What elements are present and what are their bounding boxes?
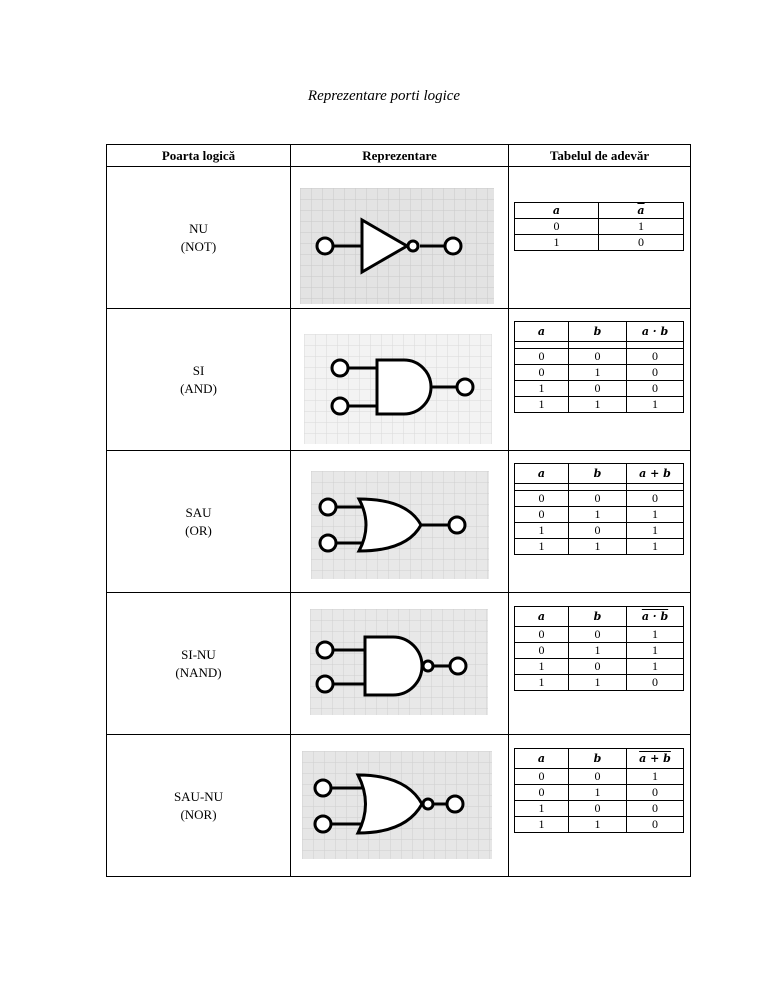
page-title: Reprezentare porti logice — [307, 88, 461, 104]
or-gate-icon — [311, 471, 489, 579]
tt-cell: 1 — [515, 397, 569, 413]
tt-cell: 1 — [627, 523, 684, 539]
table-row — [107, 593, 691, 735]
tt-row — [515, 785, 684, 801]
tt-header-b: b — [569, 749, 627, 769]
tt-cell: 0 — [627, 801, 684, 817]
tt-cell: 1 — [569, 817, 627, 833]
representation-cell — [291, 309, 509, 451]
table-row — [107, 735, 691, 877]
tt-cell: 0 — [627, 491, 684, 507]
tt-header-a: a — [515, 749, 569, 769]
tt-cell: 0 — [627, 817, 684, 833]
tt-cell: 0 — [627, 365, 684, 381]
tt-cell: 1 — [627, 397, 684, 413]
tt-cell: 0 — [515, 491, 569, 507]
tt-cell: 0 — [515, 219, 599, 235]
gate-alias: (NOR) — [180, 806, 217, 822]
tt-cell: 0 — [515, 507, 569, 523]
tt-header-result: a + b — [627, 749, 684, 769]
table-row — [107, 309, 691, 451]
tt-cell: 0 — [627, 675, 684, 691]
truth-table-cell — [509, 309, 691, 451]
tt-row — [515, 659, 684, 675]
header-truth-table: Tabelul de adevăr — [509, 145, 691, 167]
gate-alias: (NAND) — [175, 664, 222, 680]
header-representation: Reprezentare — [291, 145, 509, 167]
tt-row — [515, 801, 684, 817]
tt-cell: 1 — [569, 539, 627, 555]
tt-cell: 1 — [599, 219, 684, 235]
tt-cell: 1 — [515, 801, 569, 817]
tt-cell: 1 — [569, 643, 627, 659]
gate-name-cell — [107, 309, 291, 451]
tt-cell: 1 — [569, 675, 627, 691]
tt-cell: 1 — [569, 397, 627, 413]
tt-row — [515, 365, 684, 381]
tt-cell: 0 — [569, 801, 627, 817]
tt-row — [515, 349, 684, 365]
tt-cell: 1 — [515, 539, 569, 555]
truth-table-cell — [509, 593, 691, 735]
tt-row — [515, 675, 684, 691]
tt-header-a: a — [515, 322, 569, 342]
tt-cell: 0 — [569, 769, 627, 785]
gate-name-cell — [107, 593, 291, 735]
tt-cell: 1 — [515, 523, 569, 539]
tt-row — [515, 219, 684, 235]
header-row — [107, 145, 691, 167]
tt-cell: 1 — [569, 507, 627, 523]
gate-name-cell — [107, 451, 291, 593]
tt-cell: 1 — [515, 675, 569, 691]
tt-header-result: a + b — [627, 464, 684, 484]
header-gate: Poarta logică — [107, 145, 291, 167]
truth-table-nor — [514, 748, 684, 833]
representation-cell — [291, 167, 509, 309]
tt-cell: 1 — [627, 507, 684, 523]
gate-name-cell — [107, 167, 291, 309]
tt-cell: 0 — [569, 523, 627, 539]
tt-header-not-a: $\overline{a}$ — [599, 203, 684, 219]
tt-row — [515, 507, 684, 523]
gate-alias: (OR) — [185, 522, 212, 538]
gate-alias: (AND) — [180, 380, 217, 396]
representation-cell — [291, 451, 509, 593]
tt-row — [515, 381, 684, 397]
tt-row — [515, 627, 684, 643]
truth-table-nand — [514, 606, 684, 691]
tt-cell: 1 — [515, 381, 569, 397]
table-row — [107, 167, 691, 309]
tt-row — [515, 817, 684, 833]
gate-name-cell — [107, 735, 291, 877]
gate-name: NU — [189, 220, 208, 236]
tt-cell: 0 — [515, 365, 569, 381]
gate-alias: (NOT) — [180, 238, 217, 254]
tt-cell: 1 — [515, 659, 569, 675]
tt-cell: 0 — [627, 349, 684, 365]
table-row — [107, 451, 691, 593]
gate-name: SAU-NU — [173, 788, 224, 804]
tt-cell: 1 — [627, 659, 684, 675]
tt-header-a: a — [515, 203, 599, 219]
tt-cell: 0 — [515, 627, 569, 643]
tt-row — [515, 769, 684, 785]
tt-row — [515, 539, 684, 555]
tt-cell: 0 — [569, 349, 627, 365]
tt-row — [515, 235, 684, 251]
truth-table-and — [514, 321, 684, 413]
gate-name: SI-NU — [181, 646, 216, 662]
tt-cell: 0 — [599, 235, 684, 251]
tt-cell: 0 — [515, 349, 569, 365]
tt-cell: 0 — [515, 643, 569, 659]
tt-cell: 1 — [569, 365, 627, 381]
tt-cell: 1 — [627, 643, 684, 659]
tt-header-b: b — [569, 322, 627, 342]
tt-cell: 1 — [569, 785, 627, 801]
truth-table-cell — [509, 167, 691, 309]
tt-header-b: b — [569, 607, 627, 627]
tt-cell: 0 — [515, 769, 569, 785]
tt-header-result: a · b — [627, 322, 684, 342]
tt-header-result: a · b — [627, 607, 684, 627]
tt-cell: 0 — [569, 659, 627, 675]
representation-cell — [291, 735, 509, 877]
truth-table-not — [514, 202, 684, 251]
tt-cell: 0 — [627, 785, 684, 801]
tt-cell: 0 — [515, 785, 569, 801]
tt-cell: 0 — [569, 381, 627, 397]
tt-row — [515, 643, 684, 659]
tt-cell: 0 — [569, 491, 627, 507]
tt-cell: 1 — [515, 817, 569, 833]
truth-table-cell — [509, 735, 691, 877]
nor-gate-icon — [302, 751, 492, 859]
tt-row — [515, 491, 684, 507]
tt-header-b: b — [569, 464, 627, 484]
tt-header-a: a — [515, 464, 569, 484]
tt-cell: 0 — [569, 627, 627, 643]
tt-cell: 1 — [627, 539, 684, 555]
representation-cell — [291, 593, 509, 735]
not-gate-icon — [300, 188, 494, 304]
tt-header-a: a — [515, 607, 569, 627]
tt-cell: 1 — [627, 769, 684, 785]
truth-table-or — [514, 463, 684, 555]
tt-row — [515, 397, 684, 413]
truth-table-cell — [509, 451, 691, 593]
gate-name: SAU — [185, 504, 212, 520]
and-gate-icon — [304, 334, 492, 444]
tt-row — [515, 523, 684, 539]
tt-cell: 1 — [627, 627, 684, 643]
tt-cell: 1 — [515, 235, 599, 251]
nand-gate-icon — [310, 609, 488, 715]
tt-cell: 0 — [627, 381, 684, 397]
logic-gates-table — [106, 144, 691, 877]
gate-name: SI — [192, 362, 205, 378]
